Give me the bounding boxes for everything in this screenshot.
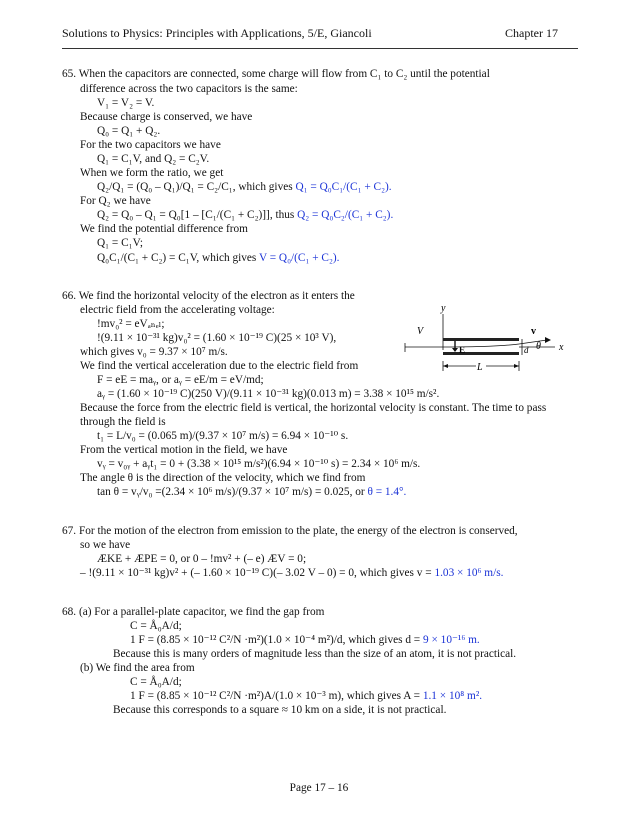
solution-text: 66. We find the horizontal velocity of the electron as it enters the bbox=[62, 290, 355, 302]
p66-line bbox=[97, 331, 336, 345]
bottom-plate bbox=[443, 352, 519, 355]
answer-text: Q₁ = Q₀C₁/(C₁ + C₂). bbox=[295, 181, 392, 193]
solution-text: When we form the ratio, we get bbox=[80, 167, 224, 179]
solution-text: For the two capacitors we have bbox=[80, 139, 221, 151]
solution-text: !mv₀² = eVₐₙₑₗ; bbox=[97, 318, 165, 330]
solution-text: (b) We find the area from bbox=[80, 662, 195, 674]
y-axis-label: y bbox=[441, 303, 446, 314]
solution-text: We find the potential difference from bbox=[80, 223, 248, 235]
angle-label: θ bbox=[536, 341, 541, 352]
field-label: E bbox=[459, 345, 466, 355]
p68-line bbox=[130, 633, 480, 647]
solution-text: 68. (a) For a parallel-plate capacitor, we find the gap from bbox=[62, 606, 325, 618]
solution-text: difference across the two capacitors is the same: bbox=[80, 83, 298, 95]
p67-line bbox=[97, 552, 306, 566]
p65-line bbox=[80, 138, 221, 152]
p65-line bbox=[97, 180, 392, 194]
p66-line bbox=[62, 289, 355, 303]
p68-line bbox=[62, 605, 324, 619]
solution-text: F = eE = maᵧ, or aᵧ = eE/m = eV/md; bbox=[97, 374, 264, 386]
p66-line bbox=[97, 387, 439, 401]
p66-line bbox=[97, 317, 164, 331]
solution-text: V₁ = V₂ = V. bbox=[97, 97, 155, 109]
solution-text: so we have bbox=[80, 539, 131, 551]
p65-line bbox=[97, 236, 143, 250]
answer-text: 1.1 × 10⁸ m². bbox=[422, 690, 483, 702]
solution-text: 67. For the motion of the electron from emission to the plate, the energy of the electron is conserved, bbox=[62, 525, 518, 537]
solution-text: Because charge is conserved, we have bbox=[80, 111, 253, 123]
solution-text: We find the vertical acceleration due to the electric field from bbox=[80, 360, 359, 372]
p66-line bbox=[80, 401, 546, 415]
solution-text: Q₂/Q₁ = (Q₀ – Q₁)/Q₁ = C₂/C₁, which gives bbox=[97, 181, 296, 193]
p66-line bbox=[97, 457, 420, 471]
page-footer: Page 17 – 16 bbox=[289, 782, 349, 794]
answer-text: 1.03 × 10⁶ m/s. bbox=[434, 567, 504, 579]
p66-line bbox=[97, 429, 348, 443]
solution-text: From the vertical motion in the field, we have bbox=[80, 444, 288, 456]
solution-text: C = Å₀A/d; bbox=[130, 676, 182, 688]
voltage-label: V bbox=[417, 326, 424, 337]
solution-text: Q₁ = C₁V, and Q₂ = C₂V. bbox=[97, 153, 210, 165]
x-axis-label: x bbox=[559, 342, 564, 353]
p65-line bbox=[97, 152, 209, 166]
solution-text: C = Å₀A/d; bbox=[130, 620, 182, 632]
header-rule bbox=[62, 48, 578, 49]
p65-line bbox=[80, 82, 298, 96]
solution-text: !(9.11 × 10⁻³¹ kg)v₀² = (1.60 × 10⁻¹⁹ C)(25 × 10³ V), bbox=[97, 332, 337, 344]
p65-line bbox=[80, 166, 223, 180]
p66-line bbox=[80, 359, 358, 373]
p65-line bbox=[97, 124, 160, 138]
header-title: Solutions to Physics: Principles with Applications, 5/E, Giancoli bbox=[62, 26, 372, 40]
header-chapter: Chapter 17 bbox=[505, 26, 558, 40]
p66-line bbox=[80, 443, 287, 457]
solution-text: Q₁ = C₁V; bbox=[97, 237, 144, 249]
p68-line bbox=[80, 661, 195, 675]
solution-text: Because this corresponds to a square ≈ 10 km on a side, it is not practical. bbox=[113, 704, 447, 716]
p65-line bbox=[97, 208, 393, 222]
solution-text: 1 F = (8.85 × 10⁻¹² C²/N ·m²)(1.0 × 10⁻⁴ m²)/d, which gives d = bbox=[130, 634, 423, 646]
solution-text: Because the force from the electric field is vertical, the horizontal velocity is constant. The time to pass bbox=[80, 402, 547, 414]
p66-line bbox=[97, 373, 264, 387]
solution-text: 65. When the capacitors are connected, some charge will flow from C₁ to C₂ until the potential bbox=[62, 68, 490, 80]
p65-line bbox=[80, 222, 248, 236]
p68-line bbox=[130, 689, 482, 703]
solution-text: ÆKE + ÆPE = 0, or 0 – !mv² + (– e) ÆV = 0; bbox=[97, 553, 307, 565]
solution-text: Q₂ = Q₀ – Q₁ = Q₀[1 – [C₁/(C₁ + C₂)]], thus bbox=[97, 209, 298, 221]
p68-line bbox=[113, 647, 516, 661]
p66-line bbox=[97, 485, 406, 499]
answer-text: V = Q₀/(C₁ + C₂). bbox=[258, 252, 340, 264]
solution-text: Q₀ = Q₁ + Q₂. bbox=[97, 125, 161, 137]
answer-text: Q₂ = Q₀C₂/(C₁ + C₂). bbox=[297, 209, 394, 221]
solution-text: 1 F = (8.85 × 10⁻¹² C²/N ·m²)A/(1.0 × 10⁻³ m), which gives A = bbox=[130, 690, 423, 702]
solution-text: which gives v₀ = 9.37 × 10⁷ m/s. bbox=[80, 346, 228, 358]
answer-text: 9 × 10⁻¹⁶ m. bbox=[423, 634, 480, 646]
solution-text: vᵧ = v₀ᵧ + aᵧt₁ = 0 + (3.38 × 10¹⁵ m/s²)(6.94 × 10⁻¹⁰ s) = 2.34 × 10⁶ m/s. bbox=[97, 458, 421, 470]
p66-line bbox=[80, 415, 166, 429]
p65-line bbox=[97, 251, 339, 265]
p65-line bbox=[80, 110, 252, 124]
p68-line bbox=[130, 619, 182, 633]
p67-line bbox=[62, 524, 518, 538]
gap-label: d bbox=[524, 345, 529, 355]
velocity-label: v bbox=[531, 326, 536, 337]
p67-line bbox=[80, 566, 503, 580]
solution-text: Q₀C₁/(C₁ + C₂) = C₁V, which gives bbox=[97, 252, 259, 264]
p65-line bbox=[97, 96, 154, 110]
solution-text: tan θ = vᵧ/v₀ =(2.34 × 10⁶ m/s)/(9.37 × 10⁷ m/s) = 0.025, or bbox=[97, 486, 368, 498]
answer-text: θ = 1.4°. bbox=[367, 486, 407, 498]
p66-line bbox=[80, 303, 275, 317]
p66-line bbox=[80, 345, 228, 359]
p68-line bbox=[130, 675, 182, 689]
p65-line bbox=[80, 194, 151, 208]
solution-text: through the field is bbox=[80, 416, 166, 428]
p65-line bbox=[62, 67, 490, 81]
solution-text: The angle θ is the direction of the velocity, which we find from bbox=[80, 472, 366, 484]
top-plate bbox=[443, 338, 519, 341]
solution-text: For Q₂ we have bbox=[80, 195, 151, 207]
solution-text: Because this is many orders of magnitude less than the size of an atom, it is not practical. bbox=[113, 648, 517, 660]
solution-text: t₁ = L/v₀ = (0.065 m)/(9.37 × 10⁷ m/s) = 6.94 × 10⁻¹⁰ s. bbox=[97, 430, 349, 442]
solution-text: – !(9.11 × 10⁻³¹ kg)v² + (– 1.60 × 10⁻¹⁹ C)(– 3.02 V – 0) = 0, which gives v = bbox=[80, 567, 435, 579]
solution-text: aᵧ = (1.60 × 10⁻¹⁹ C)(250 V)/(9.11 × 10⁻³¹ kg)(0.013 m) = 3.38 × 10¹⁵ m/s². bbox=[97, 388, 440, 400]
velocity-arrowhead bbox=[545, 337, 551, 343]
p67-line bbox=[80, 538, 130, 552]
p68-line bbox=[113, 703, 446, 717]
p66-line bbox=[80, 471, 365, 485]
length-label: L bbox=[477, 362, 483, 373]
electron-deflection-diagram bbox=[395, 300, 570, 380]
solution-text: electric field from the accelerating voltage: bbox=[80, 304, 275, 316]
